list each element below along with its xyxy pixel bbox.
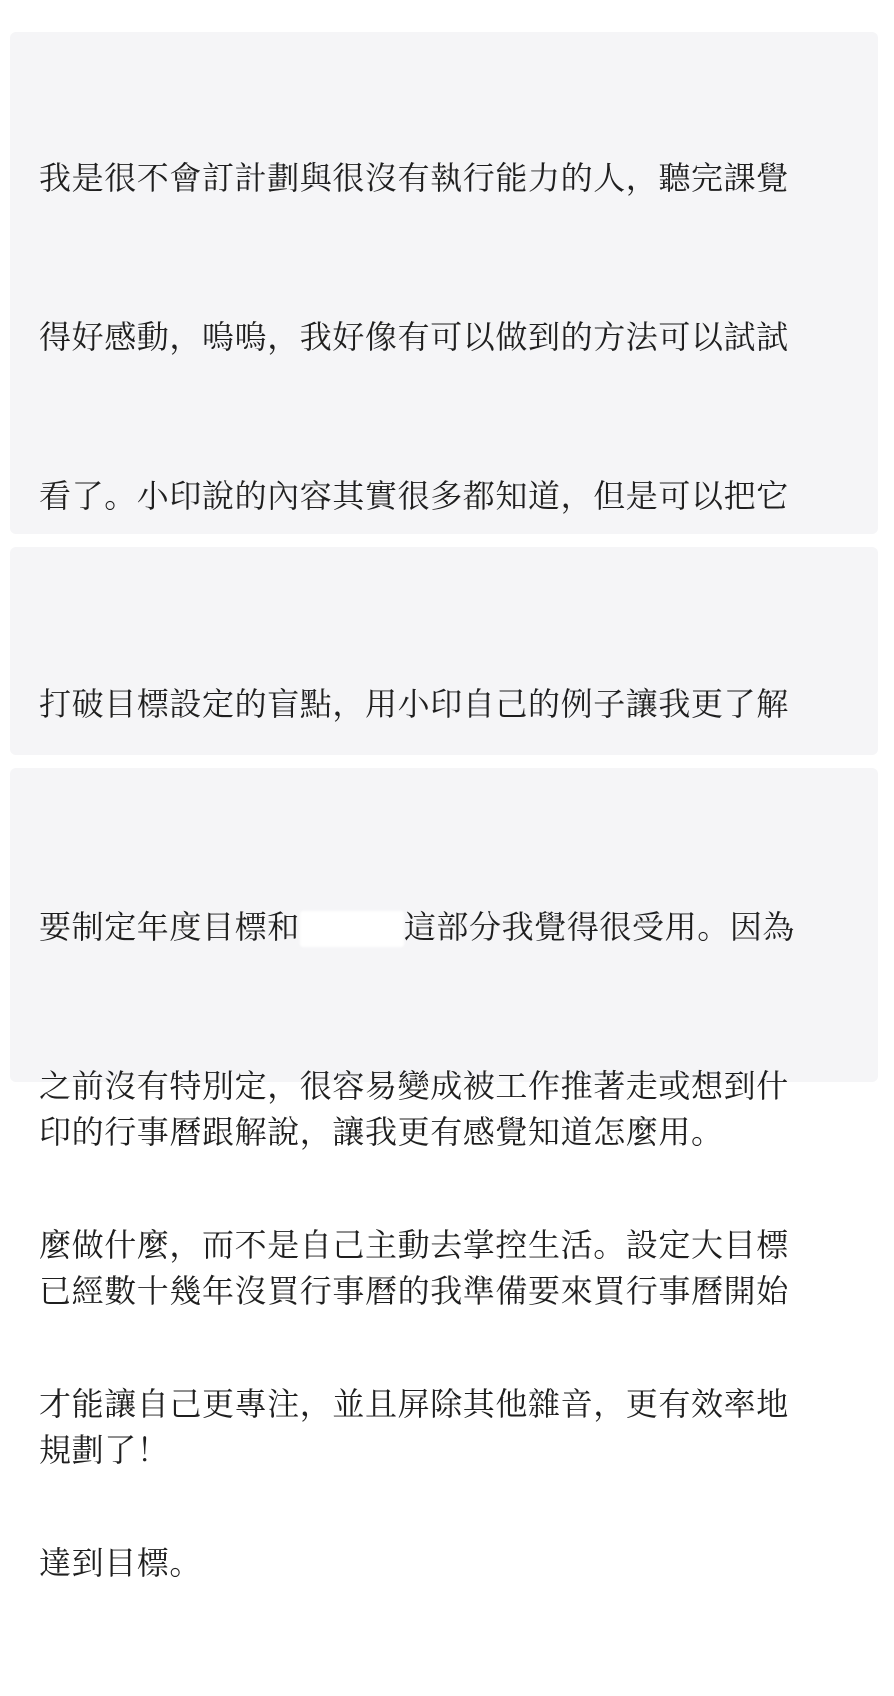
- text-segment: 要制定年度目標和: [39, 908, 300, 946]
- comment-line: 我是很不會訂計劃與很沒有執行能力的人，聽完課覺: [39, 159, 789, 197]
- comment-line: 打破目標設定的盲點，用小印自己的例子讓我更了解: [39, 685, 789, 723]
- comment-line: 之前沒有特別定，很容易變成被工作推著走或想到什: [39, 1067, 789, 1105]
- comment-line: 麼做什麼，而不是自己主動去掌控生活。設定大目標: [39, 1226, 789, 1264]
- comment-card: [10, 547, 878, 755]
- comment-line: 已經數十幾年沒買行事曆的我準備要來買行事曆開始: [39, 1272, 789, 1310]
- comment-line: 印的行事曆跟解說，讓我更有感覺知道怎麼用。: [39, 1113, 724, 1151]
- comment-line: 達到目標。: [39, 1544, 203, 1582]
- text-segment: 這部分我覺得很受用。因為: [403, 908, 796, 946]
- comment-line: 才能讓自己更專注，並且屏除其他雜音，更有效率地: [39, 1385, 789, 1423]
- redacted-blur: [300, 911, 404, 947]
- comment-line: 得好感動，嗚嗚，我好像有可以做到的方法可以試試: [39, 318, 789, 356]
- comment-line: 看了。小印說的內容其實很多都知道，但是可以把它: [39, 477, 789, 515]
- comment-line: 規劃了！: [39, 1431, 170, 1469]
- comment-text: [39, 795, 852, 1696]
- comment-line: [39, 901, 852, 954]
